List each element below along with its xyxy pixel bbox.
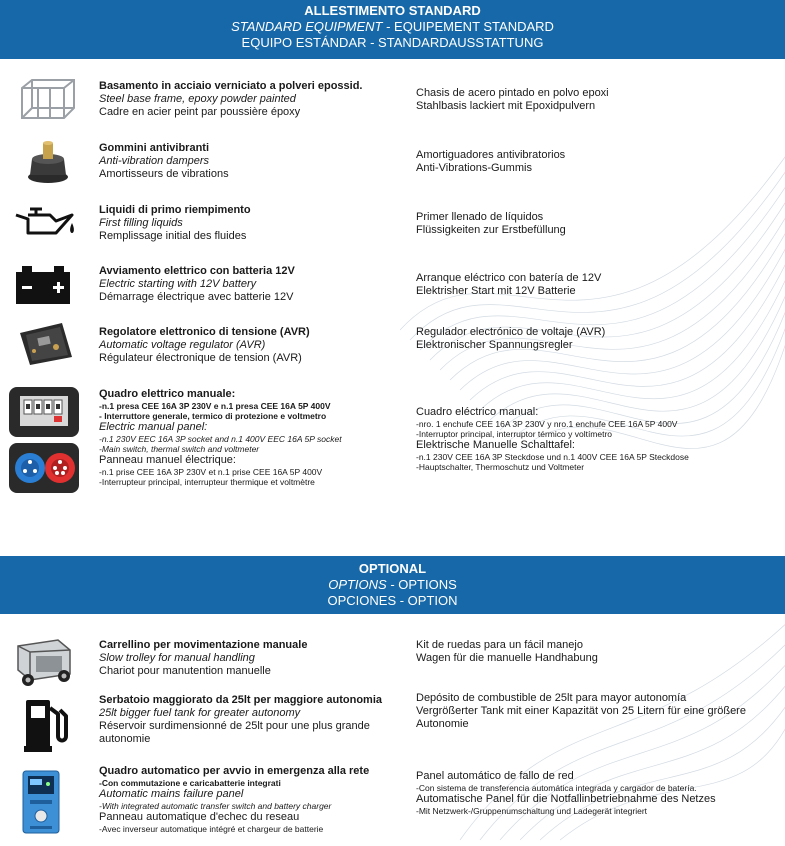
fuel-pump-icon	[24, 698, 72, 752]
battery-icon	[14, 264, 72, 306]
switch-panel-icon	[8, 386, 80, 438]
voltage-regulator-icon	[18, 321, 74, 367]
optional-title: OPTIONAL	[358, 561, 427, 576]
optional-banner	[0, 556, 785, 614]
standard-subtitle-fr: - EQUIPEMENT STANDARD	[382, 19, 554, 34]
standard-subtitle-es-de: EQUIPO ESTÁNDAR - STANDARDAUSSTATTUNG	[241, 35, 544, 50]
oil-can-icon	[10, 201, 80, 245]
standard-subtitle-en: STANDARD EQUIPMENT	[231, 19, 383, 34]
optional-subtitle-en: OPTIONS	[328, 577, 387, 592]
socket-panel-icon	[8, 442, 80, 494]
anti-vibration-damper-icon	[26, 139, 70, 185]
standard-title: ALLESTIMENTO STANDARD	[304, 3, 481, 18]
optional-subtitle-es-de: OPCIONES - OPTION	[327, 593, 458, 608]
automatic-panel-icon	[22, 770, 62, 834]
generator-trolley-icon	[14, 636, 74, 688]
optional-subtitle-fr: - OPTIONS	[386, 577, 457, 592]
standard-equipment-banner	[0, 0, 785, 59]
steel-frame-icon	[16, 78, 80, 122]
